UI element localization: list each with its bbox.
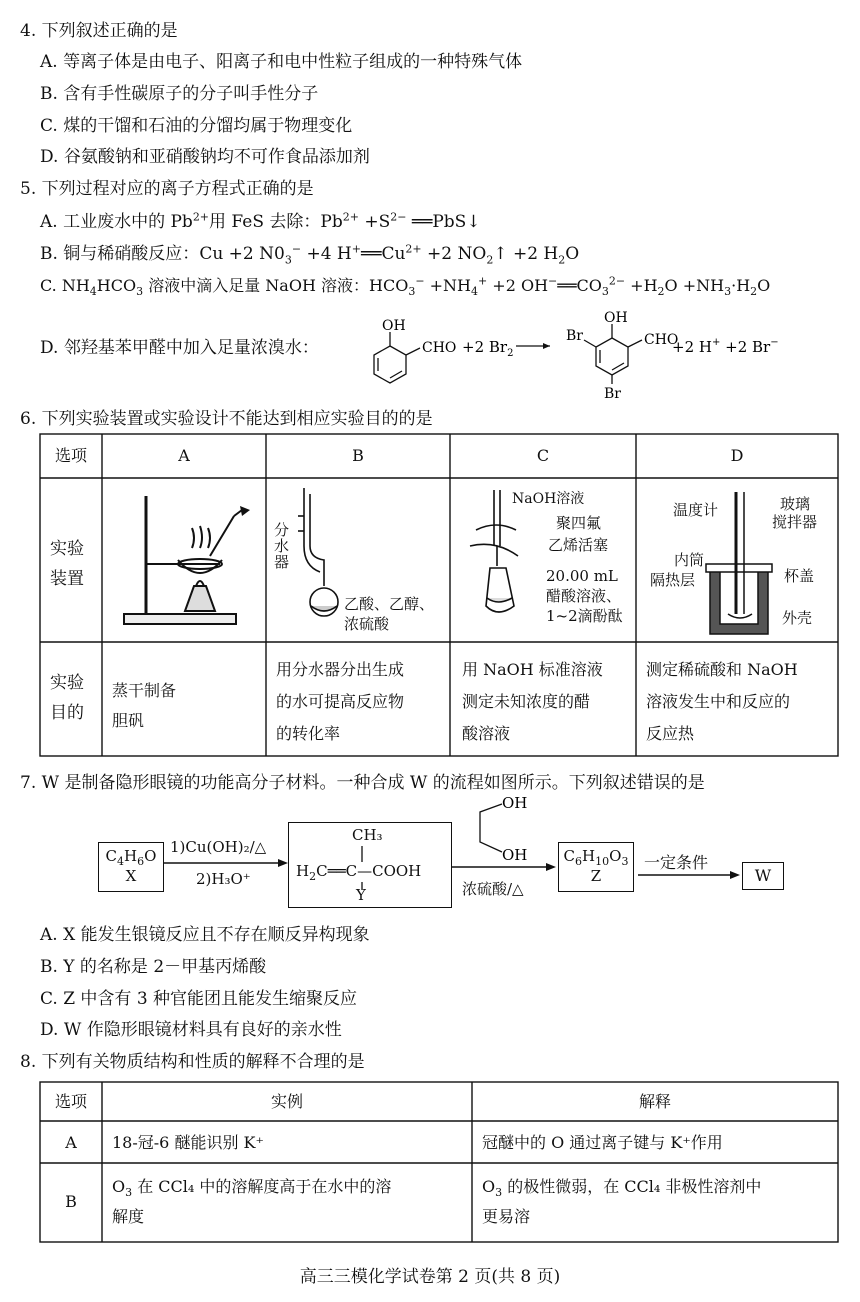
q6-purpose-a: 蒸干制备 胆矾 (112, 681, 177, 730)
svg-text:CHO: CHO (644, 332, 679, 348)
q6-row-purpose-label: 实验目的 (50, 673, 84, 723)
q7-arrow-3 (634, 868, 744, 882)
svg-text:OH: OH (502, 846, 528, 864)
q5-c-prefix: C. NH (40, 276, 90, 295)
q8-row-a-explanation: 冠醚中的 O 通过离子键与 K⁺作用 (482, 1133, 723, 1152)
apparatus-a-evaporation (110, 486, 260, 636)
svg-text:Br: Br (604, 386, 621, 400)
q4-option-d: D. 谷氨酸钠和亚硝酸钠均不可作食品添加剂 (40, 147, 370, 167)
q7-option-c: C. Z 中含有 3 种官能团且能发生缩聚反应 (40, 989, 358, 1009)
q8-row-b-option: B (65, 1192, 77, 1211)
q4-option-b: B. 含有手性碳原子的分子叫手性分子 (40, 84, 319, 104)
q5-c-text: 溶液中滴入足量 NaOH 溶液： (148, 276, 369, 295)
q7-box-x: $C_4H_6O$ X (98, 842, 164, 892)
q6-header-a: A (178, 446, 190, 465)
q7-y-ch3: CH₃ (352, 826, 383, 844)
svg-text:+2 H+ +2 Br−: +2 H+ +2 Br− (672, 337, 779, 356)
q8-row-b-explanation: $O_3$ 的极性微弱，在 CCl₄ 非极性溶剂中 更易溶 (482, 1177, 762, 1226)
q7-box-w: W (742, 862, 784, 890)
q7-stem: 7. W 是制备隐形眼镜的功能高分子材料。一种合成 W 的流程如图所示。下列叙述错误的是 (20, 773, 705, 793)
q8-stem: 8. 下列有关物质结构和性质的解释不合理的是 (20, 1052, 365, 1072)
d-shell-label: 外壳 (782, 609, 813, 627)
svg-text:OH: OH (604, 310, 628, 326)
q7-step1: 1)Cu(OH)₂/△ (170, 838, 267, 856)
q8-row-a-example: 18-冠-6 醚能识别 K⁺ (112, 1133, 264, 1152)
q6-stem: 6. 下列实验装置或实验设计不能达到相应实验目的的是 (20, 409, 433, 429)
q6-header-b: B (352, 446, 364, 465)
q7-cond2: 浓硫酸/△ (462, 880, 524, 898)
c-naoh-label: NaOH溶液 (512, 491, 585, 507)
q5-d-prefix: D. 邻羟基苯甲醛中加入足量浓溴水： (40, 338, 319, 358)
q6-header-option: 选项 (54, 446, 87, 465)
q7-option-a: A. X 能发生银镜反应且不存在顺反异构现象 (40, 925, 370, 945)
q5-option-a: A. 工业废水中的 $Pb^{2+}$用 FeS 去除：$Pb^{2+} +S^{2-}$ ══PbS↓ (40, 210, 481, 232)
q5-d-br2-text: +2 $Br_2$ (462, 338, 514, 359)
q5-a-prefix: A. 工业废水中的 Pb (40, 212, 193, 232)
svg-text:OH: OH (502, 794, 528, 812)
q6-purpose-c: 用 NaOH 标准溶液 测定未知浓度的醋 酸溶液 (462, 660, 603, 743)
b-separator-label: 分水器 (274, 521, 290, 571)
q6-purpose-d: 测定稀硫酸和 NaOH 溶液发生中和反应的 反应热 (646, 660, 798, 743)
q8-header-example: 实例 (270, 1092, 303, 1111)
q7-step2: 2)H₃O⁺ (196, 870, 251, 888)
q6-header-d: D (730, 446, 744, 465)
q6-header-c: C (536, 446, 550, 465)
q4-stem: 4. 下列叙述正确的是 (20, 21, 178, 41)
d-insulation-label: 隔热层 (650, 571, 696, 589)
q4-option-c: C. 煤的干馏和石油的分馏均属于物理变化 (40, 116, 353, 136)
d-lid-label: 杯盖 (784, 567, 815, 585)
d-thermometer-label: 温度计 (673, 501, 719, 519)
q5-d-reaction-structures (360, 308, 840, 400)
q5-a-text: 用 FeS 去除： (209, 212, 321, 232)
c-acid-label: 醋酸溶液、 (546, 587, 622, 605)
q8-header-explanation: 解释 (638, 1092, 671, 1111)
q6-row-apparatus-label: 实验装置 (50, 539, 84, 589)
q5-stem: 5. 下列过程对应的离子方程式正确的是 (20, 179, 314, 199)
svg-text:OH: OH (382, 318, 406, 334)
svg-text:Br: Br (566, 328, 583, 344)
q4-option-a: A. 等离子体是由电子、阳离子和电中性粒子组成的一种特殊气体 (40, 52, 523, 72)
q7-y-letter: Y (356, 886, 366, 904)
svg-text:CHO: CHO (422, 340, 457, 356)
q8-row-a-option: A (65, 1133, 77, 1152)
d-stirrer-label-2: 搅拌器 (772, 513, 818, 531)
c-volume-label: 20.00 mL (546, 567, 618, 585)
d-stirrer-label-1: 玻璃 (780, 495, 811, 513)
q8-header-option: 选项 (54, 1092, 87, 1111)
q7-box-z: $C_6H_{10}O_3$ Z (558, 842, 634, 892)
q5-b-prefix: B. 铜与稀硝酸反应： (40, 244, 200, 264)
q7-arrow-1 (160, 856, 290, 870)
d-inner-label: 内筒 (674, 551, 705, 569)
q7-y-formula: $H_2C══C—COOH$ (296, 862, 422, 883)
c-ptfe-label-1: 聚四氟 (556, 514, 602, 532)
q8-row-b-example: $O_3$ 在 CCl₄ 中的溶解度高于在水中的溶 解度 (112, 1177, 392, 1226)
apparatus-c-titration (456, 486, 536, 636)
c-indicator-label: 1~2滴酚酞 (546, 607, 623, 625)
c-ptfe-label-2: 乙烯活塞 (548, 536, 609, 554)
q6-purpose-b: 用分水器分出生成 的水可提高反应物 的转化率 (276, 660, 405, 743)
q7-cond3: 一定条件 (644, 853, 709, 872)
page-footer: 高三三模化学试卷第 2 页(共 8 页) (299, 1267, 561, 1287)
q5-option-c: C. $NH_4HCO_3$ 溶液中滴入足量 NaOH 溶液：$HCO_3^- +NH_4^+ +2$ $OH^-══CO_3^{2-} +H_2O +NH_3\cdot H_2O$ (40, 274, 771, 299)
b-flask-label-2: 浓硫酸 (344, 615, 390, 633)
q5-option-b: B. 铜与稀硝酸反应：Cu +2 $N0_3^- +4$ $H^+══Cu^{2+} +2$ $NO_2↑ +2$ $H_2O$ (40, 242, 580, 267)
b-flask-label-1: 乙酸、乙醇、 (344, 595, 435, 613)
q7-option-d: D. W 作隐形眼镜材料具有良好的亲水性 (40, 1020, 342, 1040)
q5-option-d (40, 335, 319, 361)
q7-option-b: B. Y 的名称是 2－甲基丙烯酸 (40, 957, 267, 977)
